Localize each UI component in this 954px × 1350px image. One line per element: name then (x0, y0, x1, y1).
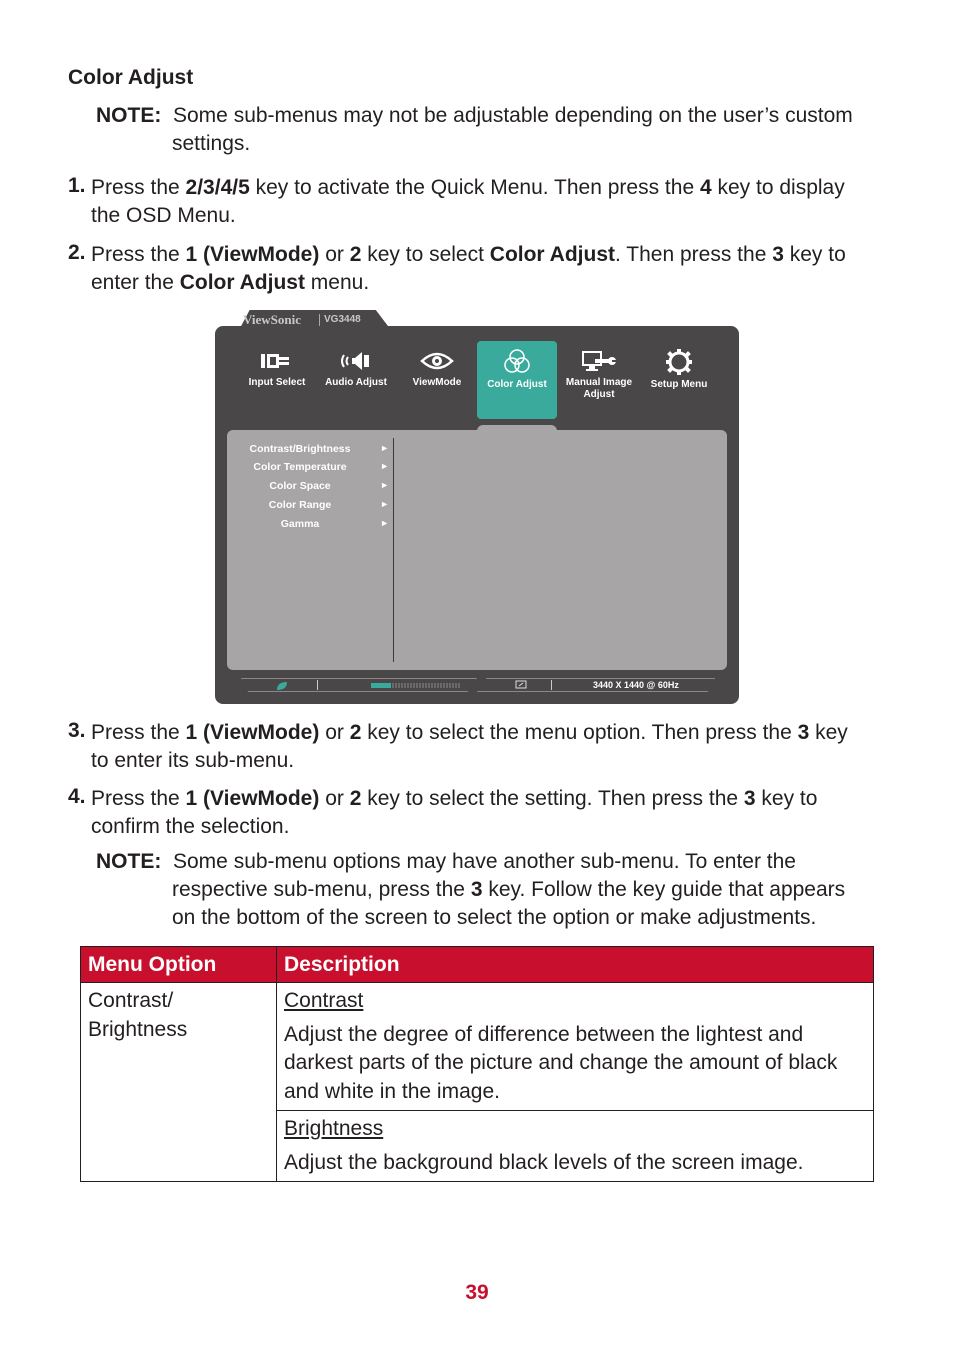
menu-option-table (80, 946, 874, 1182)
arrow-right-icon: ► (380, 518, 389, 528)
note-2-line3: on the bottom of the screen to select the option or make adjustments. (172, 906, 817, 929)
step-2-line2: enter the Color Adjust menu. (91, 271, 370, 294)
note-2: NOTE: Some sub-menu options may have another sub-menu. To enter the (96, 850, 796, 873)
step-4-line2: confirm the selection. (91, 815, 290, 838)
column-header-description: Description (277, 947, 874, 983)
osd-menu-setup-menu[interactable] (639, 341, 719, 419)
note-1-cont: settings. (172, 132, 251, 155)
description-line: Adjust the background black levels of the screen image. (284, 1150, 804, 1174)
step-1-line2: the OSD Menu. (91, 204, 236, 227)
description-line: and white in the image. (284, 1079, 500, 1103)
arrow-right-icon: ► (380, 480, 389, 490)
osd-panel-divider (393, 438, 394, 662)
status-separator (551, 680, 552, 690)
osd-submenu-item[interactable]: Color Temperature ► (253, 461, 389, 473)
viewsonic-logo: ViewSonic (243, 312, 302, 327)
contrast-title: Contrast (284, 989, 364, 1012)
step-number: 2. (68, 241, 86, 264)
option-name-line: Brightness (88, 1017, 188, 1041)
osd-menu-label: Audio Adjust (325, 377, 387, 388)
osd-menu-label: Setup Menu (650, 379, 708, 390)
osd-menu-label: Color Adjust (487, 379, 547, 390)
table-row (81, 983, 874, 1111)
osd-menu-manual-image-adjust[interactable] (559, 341, 639, 419)
brightness-title: Brightness (284, 1117, 384, 1140)
color-circles-icon (499, 349, 535, 375)
monitor-wrench-icon (579, 349, 619, 373)
osd-menu-audio-adjust[interactable] (316, 341, 396, 419)
osd-status-bar (241, 678, 715, 694)
step-4-line1: Press the 1 (ViewMode) or 2 key to select the setting. Then press the 3 key to (91, 787, 818, 810)
description-line: darkest parts of the picture and change the amount of black (284, 1051, 838, 1074)
osd-menu-input-select[interactable] (237, 341, 317, 419)
arrow-right-icon: ► (380, 461, 389, 471)
description-cell-brightness (277, 1111, 874, 1182)
audio-icon (338, 349, 374, 373)
osd-submenu-panel (227, 430, 727, 670)
osd-menu-label: Input Select (248, 377, 306, 388)
step-3-line1: Press the 1 (ViewMode) or 2 key to select the menu option. Then press the 3 key (91, 721, 848, 744)
input-select-icon (259, 349, 295, 373)
osd-menu-label: Manual Image Adjust (565, 377, 633, 400)
osd-submenu-item[interactable]: Contrast/Brightness ► (249, 443, 389, 455)
step-2-line1: Press the 1 (ViewMode) or 2 key to select Color Adjust. Then press the 3 key to (91, 243, 846, 266)
step-number: 1. (68, 174, 86, 197)
osd-menu-color-adjust[interactable] (477, 341, 557, 419)
step-3-line2: to enter its sub-menu. (91, 749, 295, 772)
osd-submenu-item[interactable]: Color Range ► (268, 499, 389, 511)
arrow-right-icon: ► (380, 499, 389, 509)
eco-leaf-icon (275, 681, 291, 691)
column-header-menu-option: Menu Option (81, 947, 277, 983)
description-line: Adjust the degree of difference between the lightest and (284, 1022, 804, 1046)
note-1 (96, 102, 853, 131)
resolution-readout: 3440 X 1440 @ 60Hz (593, 680, 679, 690)
page-number: 39 (465, 1281, 489, 1304)
step-number: 3. (68, 719, 86, 742)
note-label: NOTE: (96, 104, 162, 127)
osd-submenu-item[interactable]: Color Space ► (269, 480, 389, 492)
step-1-line1: Press the 2/3/4/5 key to activate the Quick Menu. Then press the 4 key to display (91, 176, 845, 199)
osd-submenu-item[interactable]: Gamma ► (280, 518, 389, 530)
section-heading: Color Adjust (68, 66, 194, 89)
note-text: Some sub-menus may not be adjustable depending on the user’s custom (173, 104, 853, 127)
monitor-link-icon (515, 680, 527, 691)
eye-icon (419, 349, 455, 373)
power-meter-bar (371, 683, 461, 688)
step-number: 4. (68, 785, 86, 808)
model-name: VG3448 (319, 314, 361, 326)
option-name-line: Contrast/ (88, 989, 174, 1012)
option-cell (81, 983, 277, 1182)
note-label: NOTE: (96, 850, 162, 873)
osd-menu-viewmode[interactable] (397, 341, 477, 419)
arrow-right-icon: ► (380, 443, 389, 453)
note-2-line2: respective sub-menu, press the 3 key. Follow the key guide that appears (172, 878, 846, 901)
power-meter-fill (371, 683, 391, 688)
description-cell-contrast (277, 983, 874, 1111)
gear-icon (661, 349, 697, 375)
table-header-row (81, 947, 874, 983)
status-separator (317, 680, 318, 690)
osd-menu-label: ViewMode (412, 377, 462, 388)
osd-menu-image (215, 310, 739, 704)
